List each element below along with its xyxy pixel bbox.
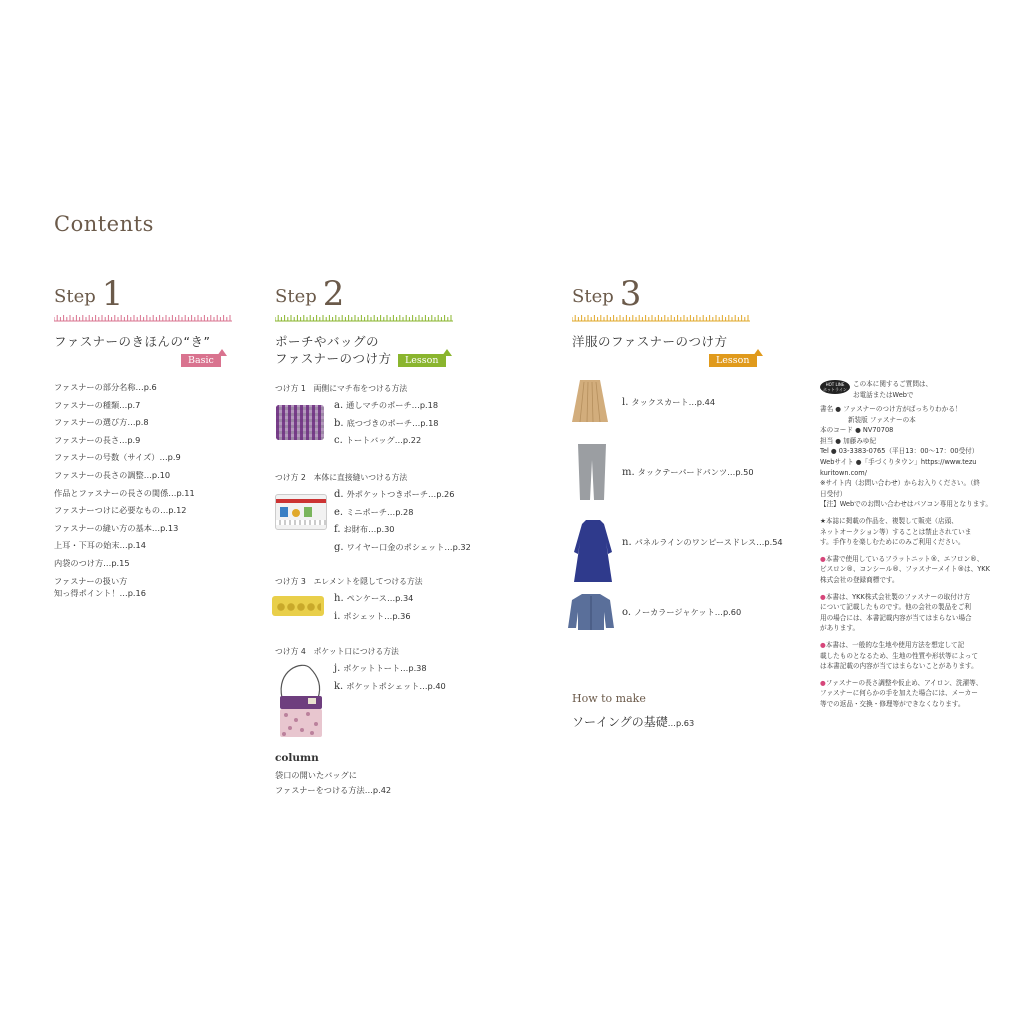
list-item[interactable]: [622, 604, 741, 622]
step1-title: [54, 274, 123, 314]
item-text: ポシェット…p.36: [343, 610, 411, 621]
step3-label: Step: [572, 286, 614, 307]
step1-heading: ファスナーのきほんの“き”: [54, 334, 211, 349]
item-letter: m.: [622, 467, 635, 478]
step1-label: Step: [54, 286, 96, 307]
list-item[interactable]: [334, 539, 471, 557]
item-letter: j.: [334, 663, 341, 674]
item-letter: c.: [334, 435, 343, 446]
howto-item[interactable]: [572, 713, 694, 730]
item-text: ペンケース…p.34: [346, 593, 414, 603]
list-item[interactable]: ファスナーの部分名称…p.6: [54, 382, 157, 392]
warning-line1: ★本誌に掲載の作品を、複製して販売（店頭、: [820, 517, 958, 525]
note2-line3: 用の場合には、本書記載内容が当てはまらない場合: [820, 613, 972, 622]
item-text: 外ポケットつきポーチ…p.26: [346, 489, 455, 499]
note1-line1: 本書で使用しているフラットニット®、エフロン®、: [825, 554, 984, 563]
step1-list: [54, 379, 195, 603]
step2-label: Step: [275, 286, 317, 307]
hotline-intro: [853, 379, 932, 400]
step3-lesson-tag-label: Lesson: [716, 355, 750, 366]
hotline-info: [820, 404, 1020, 510]
list-item[interactable]: ファスナーの縫い方の基本…p.13: [54, 522, 179, 533]
panel-dress-thumbnail: [570, 518, 616, 584]
list-item[interactable]: ファスナーの長さの調整…p.10: [54, 469, 171, 480]
book-code: 本のコード ● NV70708: [820, 426, 894, 435]
step3-lesson-tag: [709, 354, 757, 367]
list-item[interactable]: ファスナーの扱い方: [54, 575, 128, 586]
hotline-web-line1[interactable]: Webサイト ●「手づくりタウン」https://www.tezu: [820, 457, 977, 466]
list-item[interactable]: 上耳・下耳の始末…p.14: [54, 540, 146, 551]
item-text: トートバッグ…p.22: [345, 435, 422, 445]
howto-page: …p.63: [667, 718, 695, 728]
list-item[interactable]: [334, 486, 471, 504]
note-ykk: [820, 592, 1020, 634]
note2-line1: 本書は、YKK株式会社製のファスナーの取付け方: [825, 592, 971, 601]
list-item[interactable]: [334, 521, 471, 539]
item-text: お財布…p.30: [343, 524, 395, 534]
list-item[interactable]: [334, 397, 439, 415]
item-text: タックテーパードパンツ…p.50: [637, 467, 754, 477]
item-letter: k.: [334, 680, 344, 692]
note3-line1: 本書は、一般的な生地や使用方法を想定して記: [825, 640, 965, 649]
list-item[interactable]: [334, 432, 439, 450]
hotline-intro-line2: お電話またはWebで: [853, 390, 914, 399]
column-item[interactable]: [275, 768, 391, 798]
item-text: 通しマチのポーチ…p.18: [346, 400, 439, 410]
item-letter: f.: [334, 524, 341, 535]
note4-line2: ファスナーに何らかの手を加えた場合には、メーカー: [820, 689, 978, 698]
step1-zigzag-divider: [54, 314, 234, 322]
hotline-web-line2[interactable]: kuritown.com/: [820, 468, 867, 477]
basic-tag-label: Basic: [188, 355, 214, 366]
notes-block: [820, 516, 1020, 716]
step2-group3-items: [334, 590, 413, 625]
note-returns: [820, 678, 1020, 710]
list-item[interactable]: 知っ得ポイント！…p.16: [54, 588, 146, 599]
note4-line1: ファスナーの長さ調整や仮止め、アイロン、洗濯等、: [825, 678, 983, 687]
basic-tag: [181, 354, 221, 367]
web-note-line1: ※サイト内（お問い合わせ）からお入りください。（終: [820, 479, 981, 488]
book-title-line2: 新装版 ファスナーの本: [848, 415, 916, 424]
list-item[interactable]: [622, 534, 783, 552]
column-line1: 袋口の開いたバッグに: [275, 770, 357, 780]
warning-line2: ネットオークション等）することは禁止されていま: [820, 527, 972, 536]
book-staff: 担当 ● 加藤みゆ紀: [820, 436, 877, 445]
step2-zigzag-divider: [275, 314, 455, 322]
note4-line3: 等での返品・交換・修理等ができなくなります。: [820, 699, 965, 708]
item-text: ミニポーチ…p.28: [346, 506, 414, 517]
step2-lesson-tag: [398, 354, 446, 367]
hotline-tel: Tel ● 03-3383-0765（平日13：00〜17：00受付）: [820, 447, 979, 456]
step2-group4-title: つけ方 4 ポケット口につける方法: [275, 647, 399, 656]
hotline-badge-line2: ホットライン: [823, 387, 847, 392]
step2-group1-title: つけ方 1 両側にマチ布をつける方法: [275, 384, 408, 393]
bullet-icon: ●: [820, 554, 826, 563]
column-label: column: [275, 752, 319, 764]
step3-zigzag-divider: [572, 314, 752, 322]
step2-group2-title: つけ方 2 本体に直接縫いつける方法: [275, 473, 408, 482]
note2-line4: があります。: [820, 624, 860, 633]
item-text: パネルラインのワンピースドレス…p.54: [634, 537, 783, 547]
item-letter: n.: [622, 537, 632, 548]
pochette-k-thumbnail: [272, 660, 332, 738]
list-item[interactable]: ファスナーの選び方…p.8: [54, 417, 149, 428]
item-text: ノーカラージャケット…p.60: [634, 607, 742, 617]
step2-lesson-tag-label: Lesson: [405, 355, 439, 366]
list-item[interactable]: 作品とファスナーの長さの関係…p.11: [54, 487, 195, 498]
note2-line2: について記載したものです。他の会社の製品をご利: [820, 603, 971, 612]
list-item[interactable]: [622, 464, 754, 482]
howto-text: ソーイングの基礎: [572, 715, 668, 729]
list-item[interactable]: ファスナーの長さ…p.9: [54, 434, 141, 445]
note1-line2: ビスロン®、コンシール®、ファスナーメイト®は、YKK: [820, 565, 990, 574]
step2-group2-items: [334, 486, 471, 556]
step2-group4-items: [334, 660, 446, 695]
hotline-intro-line1: この本に関するご質問は、: [853, 380, 933, 388]
note1-line3: 株式会社の登録商標です。: [820, 575, 899, 584]
page-title: Contents: [54, 212, 154, 236]
bullet-icon: ●: [820, 640, 826, 649]
column-line2: ファスナーをつける方法…p.42: [275, 785, 392, 795]
web-note-line2: 日受付）: [820, 489, 847, 498]
item-text: 底つづきのポーチ…p.18: [346, 417, 439, 428]
bullet-icon: ●: [820, 592, 826, 601]
list-item[interactable]: 内袋のつけ方…p.15: [54, 557, 130, 568]
list-item[interactable]: ファスナーつけに必要なもの…p.12: [54, 505, 187, 516]
item-text: ワイヤー口金のポシェット…p.32: [346, 541, 471, 552]
list-item[interactable]: [622, 394, 715, 412]
item-text: タックスカート…p.44: [631, 397, 716, 407]
item-letter: o.: [622, 607, 632, 618]
step3-heading: 洋服のファスナーのつけ方: [572, 334, 728, 349]
step2-title: [275, 274, 344, 314]
note-trademark: [820, 554, 1020, 586]
step2-group1-items: [334, 397, 439, 450]
step2-heading-line1: ポーチやバッグの: [275, 334, 380, 349]
item-letter: b.: [334, 417, 344, 429]
step3-title: [572, 274, 641, 314]
pouch-d-thumbnail: [275, 494, 327, 530]
note-fabric: [820, 640, 1020, 672]
item-text: ポケットトート…p.38: [343, 663, 427, 673]
tuck-skirt-thumbnail: [570, 378, 610, 424]
hotline-badge: [820, 380, 850, 394]
list-item[interactable]: [334, 415, 439, 433]
item-letter: e.: [334, 506, 344, 518]
warning-line3: す。手作りを楽しむためにのみご利用ください。: [820, 538, 965, 547]
list-item[interactable]: [334, 678, 446, 696]
copy-warning: [820, 516, 1020, 548]
note3-line2: 載したものとなるため、生地の性質や形状等によって: [820, 651, 978, 660]
step2-heading: [275, 333, 392, 367]
list-item[interactable]: [334, 504, 471, 522]
step2-group3-title: つけ方 3 エレメントを隠してつける方法: [275, 577, 423, 586]
item-text: ポケットポシェット…p.40: [346, 680, 446, 691]
collarless-jacket-thumbnail: [566, 592, 616, 632]
tapered-pants-thumbnail: [572, 442, 612, 502]
step1-number: 1: [101, 274, 124, 314]
pouch-a-thumbnail: [276, 405, 324, 440]
step3-number: 3: [619, 274, 642, 314]
bullet-icon: ●: [820, 678, 826, 687]
item-letter: d.: [334, 489, 344, 500]
list-item[interactable]: [334, 660, 446, 678]
item-letter: i.: [334, 610, 341, 622]
web-note-line3: 【注】Webでのお問い合わせはパソコン専用となります。: [820, 500, 992, 509]
item-letter: g.: [334, 541, 344, 553]
step2-number: 2: [322, 274, 345, 314]
item-letter: a.: [334, 400, 344, 411]
note3-line3: は本書記載の内容が当てはまらないことがあります。: [820, 662, 978, 671]
list-item[interactable]: ファスナーの種類…p.7: [54, 399, 141, 410]
pencase-h-thumbnail: [272, 596, 324, 616]
list-item[interactable]: [334, 590, 413, 608]
item-letter: h.: [334, 593, 344, 604]
list-item[interactable]: ファスナーの号数（サイズ）…p.9: [54, 452, 181, 463]
book-title-line1: 書名 ● ファスナーのつけ方がばっちりわかる！: [820, 405, 962, 413]
item-letter: l.: [622, 397, 629, 408]
step2-heading-line2: ファスナーのつけ方: [275, 351, 392, 366]
list-item[interactable]: [334, 608, 413, 626]
hotline-badge-line1: HOT LINE: [825, 382, 845, 387]
howto-label: How to make: [572, 692, 646, 705]
